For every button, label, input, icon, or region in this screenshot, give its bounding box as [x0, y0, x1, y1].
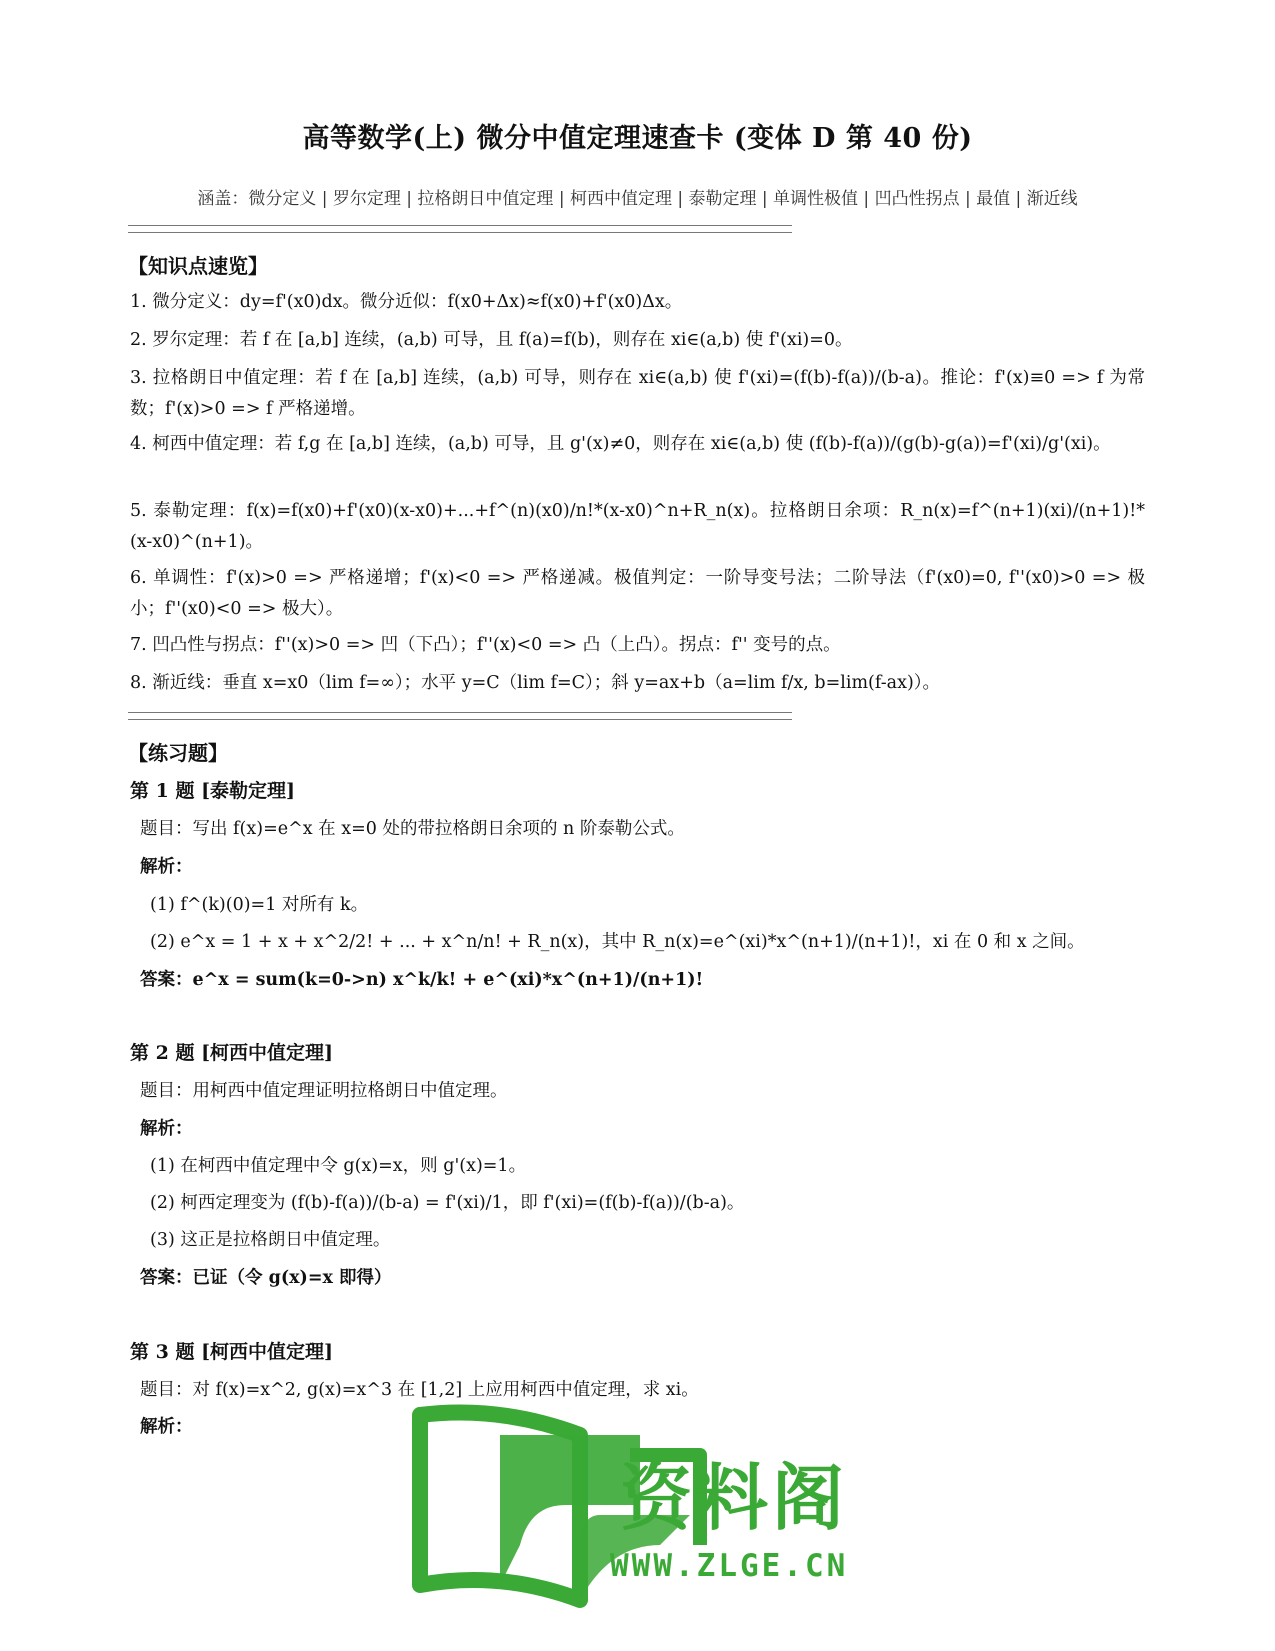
- watermark-text: 资料阁: [620, 1456, 849, 1540]
- question-1-step: (1) f^(k)(0)=1 对所有 k。: [150, 895, 369, 915]
- question-2-analysis-label: 解析：: [140, 1119, 193, 1139]
- question-3-heading: 第 3 题 [柯西中值定理]: [130, 1341, 334, 1363]
- question-1-answer: 答案：e^x = sum(k=0->n) x^k/k! + e^(xi)*x^(n+1)/(n+1)!: [140, 970, 704, 990]
- question-2-problem: 题目：用柯西中值定理证明拉格朗日中值定理。: [140, 1081, 508, 1101]
- knowledge-item: 8. 渐近线：垂直 x=x0（lim f=∞）；水平 y=C（lim f=C）；斜 y=ax+b（a=lim f/x, b=lim(f-ax)）。: [130, 673, 941, 693]
- question-3-analysis-label: 解析：: [140, 1417, 193, 1437]
- knowledge-item: 4. 柯西中值定理：若 f,g 在 [a,b] 连续，(a,b) 可导，且 g'(x)≠0，则存在 xi∈(a,b) 使 (f(b)-f(a))/(g(b)-g(a))=f'(xi)/g'(xi)。: [130, 434, 1111, 454]
- section-heading-knowledge: 【知识点速览】: [128, 254, 268, 278]
- question-1-problem: 题目：写出 f(x)=e^x 在 x=0 处的带拉格朗日余项的 n 阶泰勒公式。: [140, 819, 685, 839]
- divider: [128, 225, 792, 233]
- question-1-heading: 第 1 题 [泰勒定理]: [130, 780, 296, 802]
- question-2-step: (3) 这正是拉格朗日中值定理。: [150, 1230, 391, 1250]
- page-title: 高等数学(上) 微分中值定理速查卡 (变体 D 第 40 份): [302, 123, 973, 154]
- knowledge-item: 2. 罗尔定理：若 f 在 [a,b] 连续，(a,b) 可导，且 f(a)=f(b)，则存在 xi∈(a,b) 使 f'(xi)=0。: [130, 330, 853, 350]
- knowledge-item: 7. 凹凸性与拐点：f''(x)>0 => 凹（下凸）；f''(x)<0 => 凸（上凸）。拐点：f'' 变号的点。: [130, 635, 841, 655]
- question-2-step: (2) 柯西定理变为 (f(b)-f(a))/(b-a) = f'(xi)/1，即 f'(xi)=(f(b)-f(a))/(b-a)。: [150, 1193, 745, 1213]
- question-2-heading: 第 2 题 [柯西中值定理]: [130, 1042, 334, 1064]
- knowledge-item: 1. 微分定义：dy=f'(x0)dx。微分近似：f(x0+Δx)≈f(x0)+f'(x0)Δx。: [130, 292, 683, 312]
- watermark-url: WWW.ZLGE.CN: [610, 1548, 849, 1584]
- question-1-step: (2) e^x = 1 + x + x^2/2! + ... + x^n/n! + R_n(x)，其中 R_n(x)=e^(xi)*x^(n+1)/(n+1)!，xi 在 0 和 x 之间。: [150, 932, 1085, 952]
- knowledge-item: 6. 单调性：f'(x)>0 => 严格递增；f'(x)<0 => 严格递减。极值判定：一阶导变号法；二阶导法（f'(x0)=0, f''(x0)>0 => 极小；f''(x0)<0 => 极大）。: [130, 568, 1145, 619]
- question-2-answer: 答案：已证（令 g(x)=x 即得）: [140, 1268, 392, 1288]
- question-2-step: (1) 在柯西中值定理中令 g(x)=x，则 g'(x)=1。: [150, 1156, 527, 1176]
- knowledge-item: 5. 泰勒定理：f(x)=f(x0)+f'(x0)(x-x0)+...+f^(n)(x0)/n!*(x-x0)^n+R_n(x)。拉格朗日余项：R_n(x)=f^(n+1)(xi)/(n+1)!*(x-x0)^(n+1)。: [130, 501, 1145, 552]
- knowledge-item: 3. 拉格朗日中值定理：若 f 在 [a,b] 连续，(a,b) 可导，则存在 xi∈(a,b) 使 f'(xi)=(f(b)-f(a))/(b-a)。推论：f'(x)≡0 => f 为常数；f'(x)>0 => f 严格递增。: [130, 368, 1145, 419]
- divider: [128, 712, 792, 720]
- section-heading-practice: 【练习题】: [128, 741, 228, 765]
- question-1-analysis-label: 解析：: [140, 857, 193, 877]
- question-3-problem: 题目：对 f(x)=x^2, g(x)=x^3 在 [1,2] 上应用柯西中值定理，求 xi。: [140, 1380, 699, 1400]
- page-subtitle: 涵盖：微分定义 | 罗尔定理 | 拉格朗日中值定理 | 柯西中值定理 | 泰勒定理 | 单调性极值 | 凹凸性拐点 | 最值 | 渐近线: [197, 189, 1078, 209]
